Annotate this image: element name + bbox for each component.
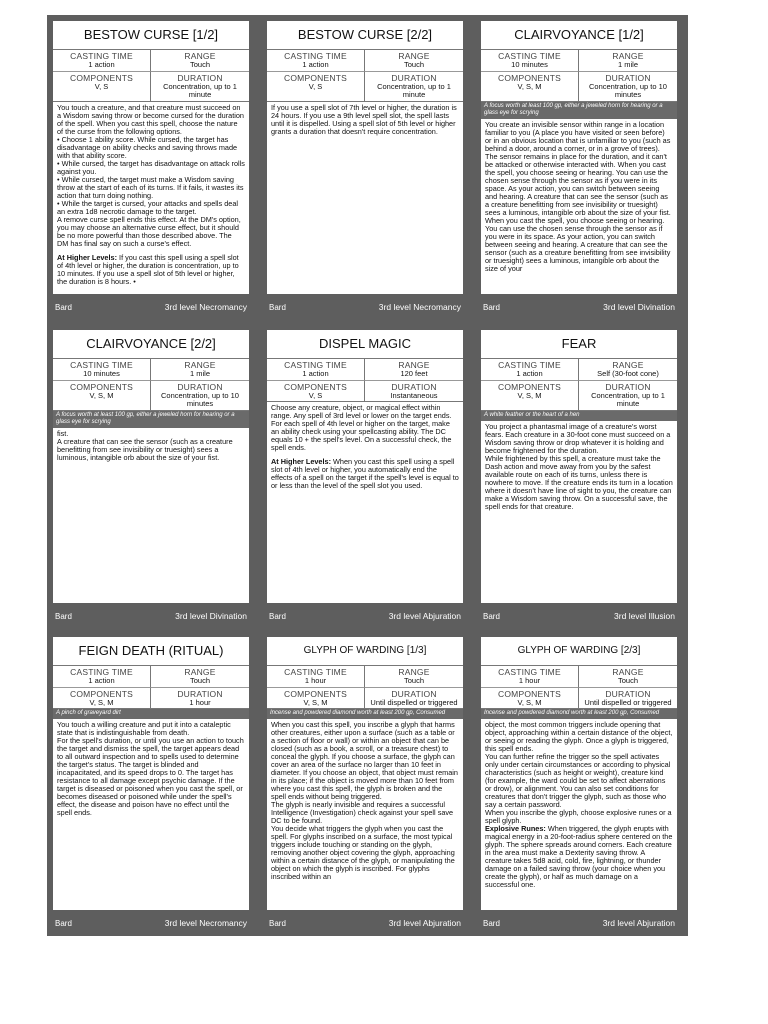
range-label: RANGE bbox=[398, 51, 430, 61]
spell-title: GLYPH OF WARDING [2/3] bbox=[481, 637, 677, 666]
duration-label: DURATION bbox=[177, 381, 223, 392]
components-cell bbox=[267, 72, 365, 101]
range-cell bbox=[365, 50, 463, 72]
range-label: RANGE bbox=[184, 360, 216, 370]
components-value: V, S, M bbox=[303, 697, 328, 707]
casting-time-value: 10 minutes bbox=[511, 60, 548, 69]
description-paragraph: The glyph is nearly invisible and requires a successful Intelligence (Investigation) check against your spell save DC to be found. bbox=[271, 800, 454, 825]
card-face bbox=[53, 330, 249, 603]
casting-time-label: CASTING TIME bbox=[70, 51, 133, 61]
material-component: A focus worth at least 100 gp, either a jeweled horn for hearing or a glass eye for scrying bbox=[53, 411, 249, 428]
spell-description bbox=[267, 719, 463, 883]
components-value: V, S bbox=[94, 81, 109, 91]
spell-level-school: 3rd level Necromancy bbox=[378, 302, 461, 312]
spell-card bbox=[261, 324, 469, 625]
casting-time-cell bbox=[267, 359, 365, 381]
spell-level-school: 3rd level Necromancy bbox=[164, 918, 247, 928]
components-label: COMPONENTS bbox=[498, 381, 561, 392]
duration-value: Concentration, up to 10 minutes bbox=[161, 390, 239, 408]
higher-levels-label: Explosive Runes: bbox=[485, 824, 546, 833]
casting-time-cell bbox=[481, 50, 579, 72]
higher-levels bbox=[485, 825, 673, 889]
casting-time-cell bbox=[481, 359, 579, 381]
description-paragraph: You create an invisible sensor within range in a location familiar to you (A place you have visited or seen before) or in an obvious location that is unfamiliar to you (such as behind a door, around a corner, or in a grove of trees). The sensor remains in place for the duration, and it can't be attacked or otherwise interacted with. When you cast the spell, you choose seeing or hearing. You can use the chosen sense through the sensor as if you were in its space. As your action, you can switch between seeing and hearing. A creature that can see the sensor (such as a creature benefitting from see invisibility or truesight) sees a luminous, intangible orb about the size of your fist. bbox=[485, 119, 671, 217]
description-paragraph: • Choose 1 ability score. While cursed, the target has disadvantage on ability checks and saving throws made with that ability score. bbox=[57, 134, 238, 160]
range-label: RANGE bbox=[398, 360, 430, 370]
spell-card bbox=[475, 631, 683, 932]
spell-level-school: 3rd level Necromancy bbox=[164, 302, 247, 312]
card-face bbox=[267, 21, 463, 294]
components-cell bbox=[481, 72, 579, 101]
casting-time-label: CASTING TIME bbox=[70, 360, 133, 370]
range-cell bbox=[151, 666, 249, 688]
range-value: Touch bbox=[403, 676, 424, 685]
components-cell bbox=[267, 381, 365, 402]
spell-class: Bard bbox=[55, 303, 72, 312]
range-value: 1 mile bbox=[617, 60, 638, 69]
components-label: COMPONENTS bbox=[70, 688, 133, 699]
spell-level-school: 3rd level Divination bbox=[603, 302, 675, 312]
description-paragraph: You touch a willing creature and put it into a cataleptic state that is indistinguishable from death. bbox=[57, 720, 231, 737]
spell-title: FEIGN DEATH (RITUAL) bbox=[53, 637, 249, 666]
components-cell bbox=[267, 688, 365, 709]
casting-time-label: CASTING TIME bbox=[70, 667, 133, 677]
range-value: 120 feet bbox=[400, 369, 428, 378]
spell-stats bbox=[267, 666, 463, 709]
card-footer bbox=[55, 914, 247, 928]
spell-class: Bard bbox=[269, 612, 286, 621]
duration-value: Concentration, up to 10 minutes bbox=[589, 81, 667, 99]
higher-levels-label: At Higher Levels: bbox=[271, 457, 332, 466]
spell-stats bbox=[481, 359, 677, 411]
description-paragraph: You can further refine the trigger so the spell activates only under certain circumstances or according to physical characteristics (such as height or weight), creature kind (for example, the ward could be set to affect aberrations or drow), or alignment. You can also set conditions for creatures that don't trigger the glyph, such as those who say a certain password. bbox=[485, 752, 671, 809]
range-cell bbox=[365, 666, 463, 688]
higher-levels-text: When you cast this spell using a spell slot of 4th level or higher, you automatically end the effects of a spell on the target if the spell's level is equal to or less than the level of the spell slot you used. bbox=[271, 457, 459, 490]
card-footer bbox=[269, 298, 461, 312]
spell-class: Bard bbox=[55, 612, 72, 621]
spell-description bbox=[53, 428, 249, 464]
range-value: Self (30-foot cone) bbox=[597, 369, 659, 378]
components-label: COMPONENTS bbox=[498, 688, 561, 699]
card-sheet bbox=[47, 15, 688, 936]
casting-time-label: CASTING TIME bbox=[498, 360, 561, 370]
higher-levels-label: At Higher Levels: bbox=[57, 252, 118, 262]
description-paragraph: A remove curse spell ends this effect. At the DM's option, you may choose an alternative curse effect, but it should be no more powerful than those described above. The DM has final say on such a curse's effect. bbox=[57, 214, 241, 248]
card-footer bbox=[483, 914, 675, 928]
duration-cell bbox=[365, 688, 463, 709]
spell-class: Bard bbox=[483, 612, 500, 621]
casting-time-cell bbox=[481, 666, 579, 688]
spell-level-school: 3rd level Abjuration bbox=[388, 611, 461, 621]
description-paragraph: • While the target is cursed, your attacks and spells deal an extra 1d8 necrotic damage to the target. bbox=[57, 198, 239, 216]
range-value: Touch bbox=[617, 676, 638, 685]
range-label: RANGE bbox=[184, 51, 216, 61]
description-paragraph: • While cursed, the target must make a Wisdom saving throw at the start of each of its turns. If it fails, it wastes its action that turn doing nothing. bbox=[57, 174, 244, 200]
spell-class: Bard bbox=[55, 919, 72, 928]
range-cell bbox=[151, 50, 249, 72]
casting-time-value: 1 hour bbox=[304, 676, 327, 685]
card-face bbox=[481, 637, 677, 910]
description-paragraph: You decide what triggers the glyph when you cast the spell. For glyphs inscribed on a surface, the most typical triggers include touching or standing on the glyph, removing another object covering the glyph, approaching within a certain distance of the glyph, or manipulating the object on which the glyph is inscribed. For glyphs inscribed within an bbox=[271, 824, 455, 881]
components-label: COMPONENTS bbox=[70, 72, 133, 83]
description-paragraph: You project a phantasmal image of a creature's worst fears. Each creature in a 30-foot cone must succeed on a Wisdom saving throw or drop whatever it is holding and become frightened for the duration. bbox=[485, 421, 671, 455]
duration-value: Until dispelled or triggered bbox=[584, 697, 672, 707]
spell-description bbox=[481, 421, 677, 513]
description-paragraph: You touch a creature, and that creature must succeed on a Wisdom saving throw or become cursed for the duration of the spell. When you cast this spell, choose the nature of the curse from the following options. bbox=[57, 102, 244, 136]
components-cell bbox=[481, 688, 579, 709]
duration-cell bbox=[579, 688, 677, 709]
higher-levels-text: If you cast this spell using a spell slot of 4th level or higher, the duration is concentration, up to 10 minutes. If you use a spell slot of 5th level or higher, the duration is 8 hours. • bbox=[57, 252, 239, 286]
description-paragraph: When you cast the spell, you choose seeing or hearing. You can use the chosen sense through the sensor as if you were in its space. As your action, you can switch between seeing and hearing. A creature that can see the sensor (such as a creature benefitting from see invisibility or truesight) sees a luminous, intangible orb about the size of your bbox=[485, 215, 671, 273]
material-component: Incense and powdered diamond worth at least 200 gp, Consumed bbox=[267, 709, 463, 719]
duration-label: DURATION bbox=[391, 688, 437, 699]
spell-description bbox=[267, 402, 463, 492]
spell-title: DISPEL MAGIC bbox=[267, 330, 463, 359]
casting-time-value: 1 action bbox=[88, 60, 115, 69]
duration-label: DURATION bbox=[605, 688, 651, 699]
spell-stats bbox=[267, 359, 463, 402]
card-footer bbox=[55, 607, 247, 621]
spell-class: Bard bbox=[483, 303, 500, 312]
material-component: A focus worth at least 100 gp, either a jeweled horn for hearing or a glass eye for scrying bbox=[481, 102, 677, 119]
description-paragraph: • While cursed, the target has disadvantage on attack rolls against you. bbox=[57, 158, 245, 176]
spell-title: BESTOW CURSE [2/2] bbox=[267, 21, 463, 50]
range-cell bbox=[579, 666, 677, 688]
higher-levels-text: When triggered, the glyph erupts with magical energy in a 20-foot-radius sphere centered on the glyph. The sphere spreads around corners. Each creature in the area must make a Dexterity saving throw. A creature takes 5d8 acid, cold, fire, lightning, or thunder damage on a failed saving throw (your choice when you create the glyph), or half as much damage on a successful one. bbox=[485, 824, 673, 889]
material-component: A white feather or the heart of a hen bbox=[481, 411, 677, 421]
card-face bbox=[267, 637, 463, 910]
casting-time-label: CASTING TIME bbox=[284, 51, 347, 61]
components-cell bbox=[53, 688, 151, 709]
range-value: Touch bbox=[189, 60, 210, 69]
spell-description bbox=[481, 719, 677, 891]
spell-level-school: 3rd level Divination bbox=[175, 611, 247, 621]
components-value: V, S, M bbox=[517, 697, 542, 707]
components-cell bbox=[481, 381, 579, 410]
spell-card bbox=[475, 324, 683, 625]
range-cell bbox=[579, 359, 677, 381]
duration-value: Concentration, up to 1 minute bbox=[591, 390, 665, 408]
range-value: Touch bbox=[403, 60, 424, 69]
spell-class: Bard bbox=[269, 303, 286, 312]
card-footer bbox=[55, 298, 247, 312]
description-paragraph: Choose any creature, object, or magical effect within range. Any spell of 3rd level or lower on the target ends. For each spell of 4th level or higher on the target, make an ability check using your spellcasting ability. The DC equals 10 + the spell's level. On a successful check, the spell ends. bbox=[271, 403, 452, 452]
description-paragraph: While frightened by this spell, a creature must take the Dash action and move away from you by the safest available route on each of its turns, unless there is nowhere to move. If the creature ends its turn in a location where it doesn't have line of sight to you, the creature can make a Wisdom saving throw. On a successful save, the spell ends for that creature. bbox=[485, 453, 673, 511]
duration-cell bbox=[365, 72, 463, 101]
components-label: COMPONENTS bbox=[284, 72, 347, 83]
casting-time-value: 1 action bbox=[302, 60, 329, 69]
spell-level-school: 3rd level Abjuration bbox=[388, 918, 461, 928]
components-value: V, S, M bbox=[517, 390, 542, 400]
description-paragraph: For the spell's duration, or until you use an action to touch the target and dismiss the spell, the target appears dead to all outward inspection and to spells used to determine the target's status. The target is blinded and incapacitated, and its speed drops to 0. The target has resistance to all damage except psychic damage. If the target is diseased or poisoned when you cast the spell, or becomes diseased or poisoned while under the spell's effect, the disease and poison have no effect until the spell ends. bbox=[57, 736, 244, 817]
components-label: COMPONENTS bbox=[70, 381, 133, 392]
spell-card bbox=[261, 15, 469, 316]
spell-stats bbox=[53, 359, 249, 411]
spell-title: BESTOW CURSE [1/2] bbox=[53, 21, 249, 50]
spell-level-school: 3rd level Illusion bbox=[614, 611, 675, 621]
duration-value: Until dispelled or triggered bbox=[370, 697, 458, 707]
range-label: RANGE bbox=[612, 667, 644, 677]
range-label: RANGE bbox=[612, 51, 644, 61]
spell-stats bbox=[53, 666, 249, 709]
spell-class: Bard bbox=[483, 919, 500, 928]
card-face bbox=[481, 330, 677, 603]
duration-value: Concentration, up to 1 minute bbox=[163, 81, 237, 99]
material-component: A pinch of graveyard dirt bbox=[53, 709, 249, 719]
casting-time-label: CASTING TIME bbox=[284, 360, 347, 370]
casting-time-cell bbox=[53, 359, 151, 381]
range-cell bbox=[365, 359, 463, 381]
card-footer bbox=[269, 914, 461, 928]
components-label: COMPONENTS bbox=[284, 688, 347, 699]
spell-stats bbox=[53, 50, 249, 102]
spell-title: CLAIRVOYANCE [1/2] bbox=[481, 21, 677, 50]
card-face bbox=[53, 637, 249, 910]
material-component: Incense and powdered diamond worth at least 200 gp, Consumed bbox=[481, 709, 677, 719]
casting-time-value: 1 hour bbox=[518, 676, 541, 685]
range-label: RANGE bbox=[612, 360, 644, 370]
description-paragraph: If you use a spell slot of 7th level or higher, the duration is 24 hours. If you use a 9th level spell slot, the spell lasts until it is dispelled. Using a spell slot of 5th level or higher grants a duration that doesn't require concentration. bbox=[271, 102, 457, 136]
components-cell bbox=[53, 72, 151, 101]
spell-description bbox=[53, 102, 249, 288]
casting-time-cell bbox=[267, 50, 365, 72]
casting-time-cell bbox=[53, 50, 151, 72]
range-value: Touch bbox=[189, 676, 210, 685]
components-value: V, S bbox=[308, 81, 323, 91]
range-cell bbox=[579, 50, 677, 72]
card-face bbox=[53, 21, 249, 294]
card-face bbox=[481, 21, 677, 294]
duration-cell bbox=[579, 72, 677, 101]
range-cell bbox=[151, 359, 249, 381]
card-footer bbox=[269, 607, 461, 621]
spell-stats bbox=[481, 50, 677, 102]
spell-stats bbox=[267, 50, 463, 102]
description-paragraph: When you cast this spell, you inscribe a glyph that harms other creatures, either upon a surface (such as a table or a section of floor or wall) or within an object that can be closed (such as a book, a scroll, or a treasure chest) to conceal the glyph. If you choose a surface, the glyph can cover an area of the surface no larger than 10 feet in diameter. If you choose an object, that object must remain in its place; if the object is moved more than 10 feet from where you cast this spell, the glyph is broken and the spell ends without being triggered. bbox=[271, 720, 458, 801]
components-value: V, S, M bbox=[89, 697, 114, 707]
casting-time-value: 1 action bbox=[302, 369, 329, 378]
range-value: 1 mile bbox=[189, 369, 210, 378]
description-paragraph: A creature that can see the sensor (such as a creature benefitting from see invisibility or truesight) sees a luminous, intangible orb about the size of your fist. bbox=[57, 436, 233, 462]
duration-cell bbox=[365, 381, 463, 402]
spell-level-school: 3rd level Abjuration bbox=[602, 918, 675, 928]
higher-levels bbox=[57, 254, 245, 286]
duration-label: DURATION bbox=[605, 72, 651, 83]
spell-card bbox=[47, 324, 255, 625]
duration-label: DURATION bbox=[391, 72, 437, 83]
duration-cell bbox=[151, 72, 249, 101]
duration-label: DURATION bbox=[391, 381, 437, 392]
card-footer bbox=[483, 298, 675, 312]
spell-title: FEAR bbox=[481, 330, 677, 359]
spell-description bbox=[53, 719, 249, 819]
description-paragraph: When you inscribe the glyph, choose explosive runes or a spell glyph. bbox=[485, 808, 672, 825]
casting-time-value: 1 action bbox=[88, 676, 115, 685]
spell-title: CLAIRVOYANCE [2/2] bbox=[53, 330, 249, 359]
duration-value: Instantaneous bbox=[390, 390, 438, 400]
spell-description bbox=[481, 119, 677, 275]
description-paragraph: object, the most common triggers include opening that object, approaching within a certain distance of the object, or seeing or reading the glyph. Once a glyph is triggered, this spell ends. bbox=[485, 720, 673, 753]
duration-cell bbox=[579, 381, 677, 410]
casting-time-cell bbox=[53, 666, 151, 688]
duration-value: 1 hour bbox=[189, 697, 211, 707]
duration-cell bbox=[151, 688, 249, 709]
components-value: V, S, M bbox=[89, 390, 114, 400]
casting-time-label: CASTING TIME bbox=[498, 667, 561, 677]
casting-time-value: 10 minutes bbox=[83, 369, 120, 378]
spell-class: Bard bbox=[269, 919, 286, 928]
components-label: COMPONENTS bbox=[284, 381, 347, 392]
casting-time-label: CASTING TIME bbox=[498, 51, 561, 61]
spell-card bbox=[47, 15, 255, 316]
components-value: V, S, M bbox=[517, 81, 542, 91]
duration-label: DURATION bbox=[177, 72, 223, 83]
casting-time-cell bbox=[267, 666, 365, 688]
duration-cell bbox=[151, 381, 249, 410]
range-label: RANGE bbox=[184, 667, 216, 677]
description-paragraph: fist. bbox=[57, 428, 69, 438]
spell-card bbox=[475, 15, 683, 316]
components-cell bbox=[53, 381, 151, 410]
components-label: COMPONENTS bbox=[498, 72, 561, 83]
spell-stats bbox=[481, 666, 677, 709]
casting-time-label: CASTING TIME bbox=[284, 667, 347, 677]
duration-label: DURATION bbox=[177, 688, 223, 699]
card-face bbox=[267, 330, 463, 603]
casting-time-value: 1 action bbox=[516, 369, 543, 378]
higher-levels bbox=[271, 458, 459, 490]
range-label: RANGE bbox=[398, 667, 430, 677]
spell-card bbox=[47, 631, 255, 932]
spell-title: GLYPH OF WARDING [1/3] bbox=[267, 637, 463, 666]
spell-description bbox=[267, 102, 463, 138]
spell-card bbox=[261, 631, 469, 932]
duration-value: Concentration, up to 1 minute bbox=[377, 81, 451, 99]
card-footer bbox=[483, 607, 675, 621]
components-value: V, S bbox=[308, 390, 323, 400]
duration-label: DURATION bbox=[605, 381, 651, 392]
